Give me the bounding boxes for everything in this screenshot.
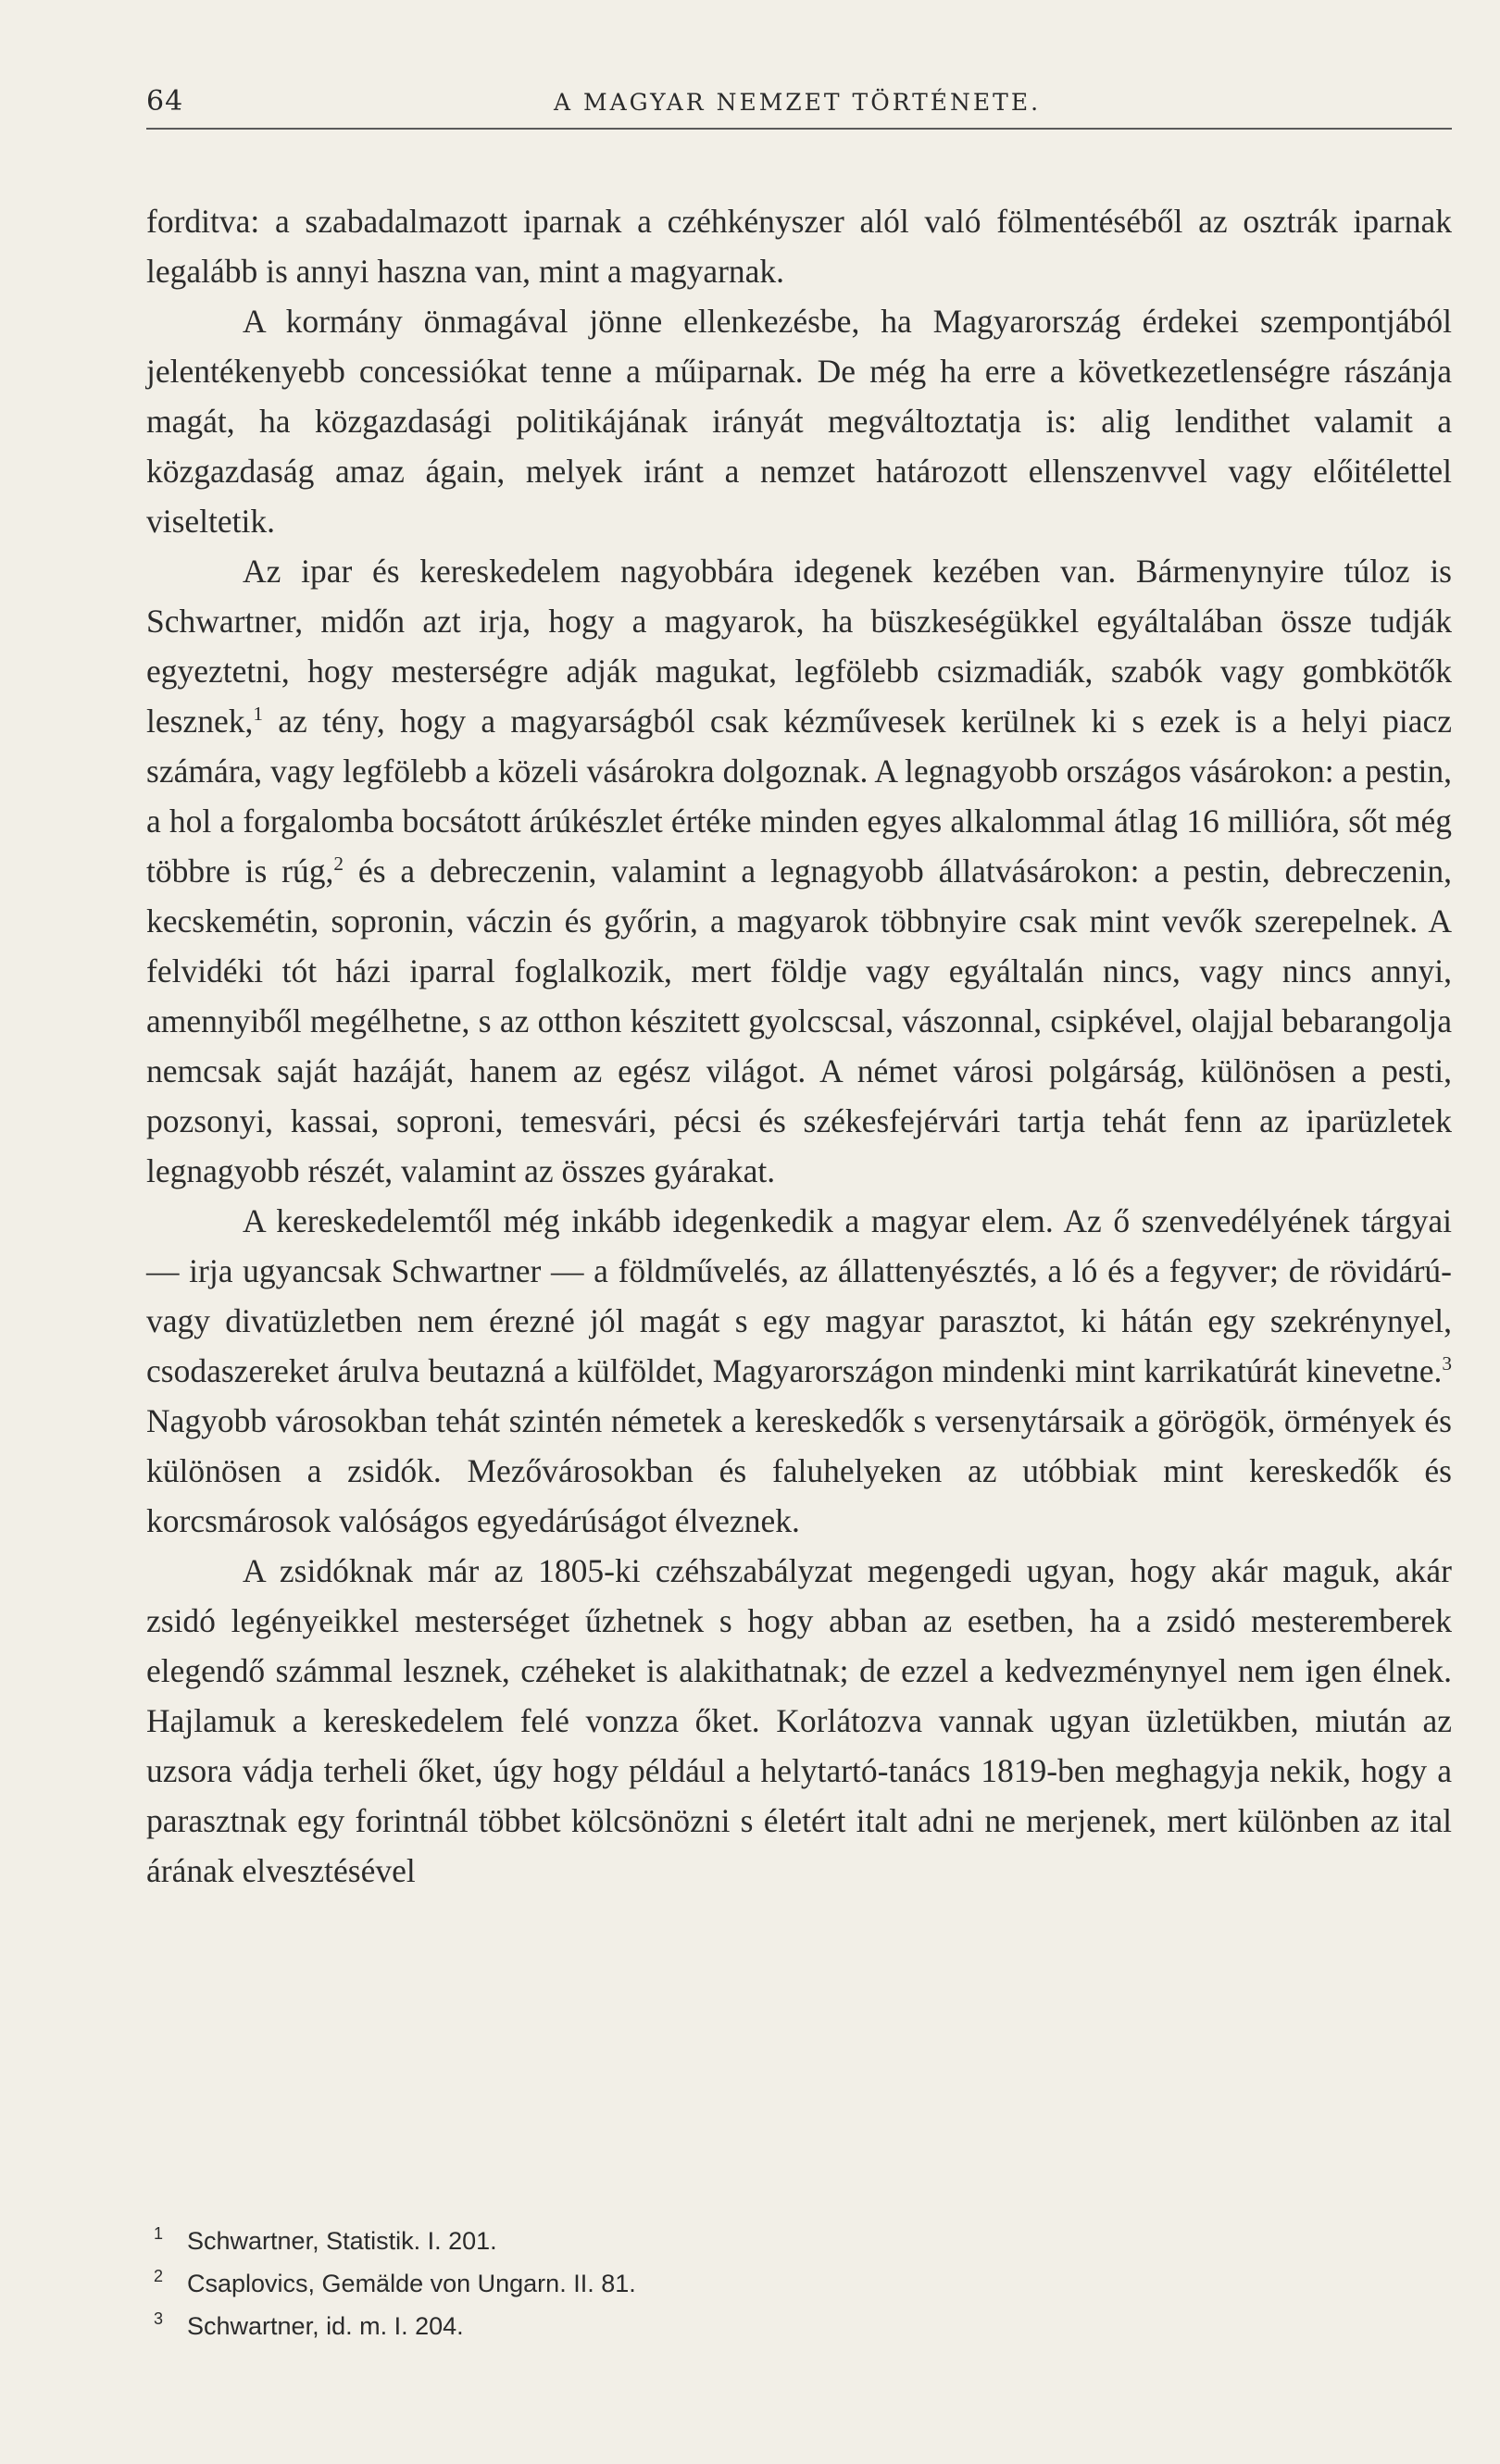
paragraph-4-text-a: A kereskedelemtől még inkább idegenkedik a magyar elem. Az ő szenvedélyének tárgyai — irja ugyancsak Schwartner — a földművelés, az állattenyésztés, a ló és a fegyver; de rövidárú- vagy divatüzletben nem érezné jól magát s egy magyar parasztot, ki hátán egy szekrénynyel, csodaszereket árulva beutazná a külföldet, Magyarországon mindenki mint karrikatúrát kinevetne. — [146, 1202, 1452, 1389]
paragraph-5 — [146, 1546, 1452, 1896]
footnote-text: Schwartner, Statistik. I. 201. — [187, 2227, 497, 2255]
footnote-2 — [146, 2262, 1452, 2305]
paragraph-4 — [146, 1196, 1452, 1546]
footnote-mark: 3 — [154, 2309, 164, 2328]
paragraph-2 — [146, 296, 1452, 546]
footnote-mark: 1 — [154, 2224, 164, 2243]
paragraph-3-text-a: Az ipar és kereskedelem nagyobbára idegenek kezében van. Bármenynyire túloz is Schwartner, midőn azt irja, hogy a magyarok, ha büszkeségükkel egyáltalában össze tudják egyeztetni, hogy mesterségre adják magukat, legfölebb csizmadiák, szabók vagy gombkötők lesznek, — [146, 553, 1452, 740]
footnote-ref-1: 1 — [253, 703, 263, 726]
footnote-1 — [146, 2220, 1452, 2262]
footnotes — [146, 2220, 1452, 2347]
footnote-text: Schwartner, id. m. I. 204. — [187, 2312, 464, 2340]
footnote-ref-2: 2 — [333, 852, 344, 876]
paragraph-4-text-b: Nagyobb városokban tehát szintén németek a kereskedők s versenytársaik a görögök, örmények és különösen a zsidók. Mezővárosokban és faluhelyeken az utóbbiak mint kereskedők és korcsmárosok valóságos egyedárúságot élveznek. — [146, 1402, 1452, 1539]
footnote-ref-3: 3 — [1442, 1352, 1452, 1375]
header-rule — [146, 128, 1452, 130]
paragraph-1 — [146, 196, 1452, 296]
paragraph-3-text-b: az tény, hogy a magyarságból csak kézművesek kerülnek ki s ezek is a helyi piacz számára, vagy legfölebb a közeli vásárokra dolgoznak. A legnagyobb országos vásárokon: a pestin, a hol a forgalomba bocsátott árúkészlet értéke minden egyes alkalommal átlag 16 millióra, sőt még többre is rúg, — [146, 703, 1452, 890]
footnote-3 — [146, 2305, 1452, 2347]
page-header — [146, 85, 1452, 131]
paragraph-1-text: forditva: a szabadalmazott iparnak a czéhkényszer alól való fölmentéséből az osztrák iparnak legalább is annyi haszna van, mint a magyarnak. — [146, 203, 1452, 290]
paragraph-3 — [146, 546, 1452, 1196]
paragraph-2-text: A kormány önmagával jönne ellenkezésbe, ha Magyarország érdekei szempontjából jelentékenyebb concessiókat tenne a műiparnak. De még ha erre a következetlenségre rászánja magát, ha közgazdasági politikájának irányát megváltoztatja is: alig lendithet valamit a közgazdaság amaz ágain, melyek iránt a nemzet határozott ellenszenvvel vagy előitélettel viseltetik. — [146, 303, 1452, 540]
body-text — [146, 196, 1452, 1896]
footnote-text: Csaplovics, Gemälde von Ungarn. II. 81. — [187, 2270, 636, 2297]
running-title: A MAGYAR NEMZET TÖRTÉNETE. — [554, 89, 1042, 116]
paragraph-5-text: A zsidóknak már az 1805-ki czéhszabályzat megengedi ugyan, hogy akár maguk, akár zsidó legényeikkel mesterséget űzhetnek s hogy abban az esetben, ha a zsidó mesteremberek elegendő számmal lesznek, czéheket is alakithatnak; de ezzel a kedvezménynyel nem igen élnek. Hajlamuk a kereskedelem felé vonzza őket. Korlátozva vannak ugyan üzletükben, miután az uzsora vádja terheli őket, úgy hogy például a helytartó-tanács 1819-ben meghagyja nekik, hogy a parasztnak egy forintnál többet kölcsönözni s életért italt adni ne merjenek, mert különben az ital árának elvesztésével — [146, 1552, 1452, 1889]
footnote-mark: 2 — [154, 2267, 164, 2285]
paragraph-3-text-c: és a debreczenin, valamint a legnagyobb állatvásárokon: a pestin, debreczenin, kecskemétin, sopronin, váczin és győrin, a magyarok többnyire csak mint vevők szerepelnek. A felvidéki tót házi iparral foglalkozik, mert földje vagy egyáltalán nincs, vagy nincs annyi, amennyiből megélhetne, s az otthon készitett gyolcscsal, vászonnal, csipkével, olajjal bebarangolja nemcsak saját hazáját, hanem az egész világot. A német városi polgárság, különösen a pesti, pozsonyi, kassai, soproni, temesvári, pécsi és székesfejérvári tartja tehát fenn az iparüzletek legnagyobb részét, valamint az összes gyárakat. — [146, 852, 1452, 1189]
page-number: 64 — [146, 85, 184, 118]
